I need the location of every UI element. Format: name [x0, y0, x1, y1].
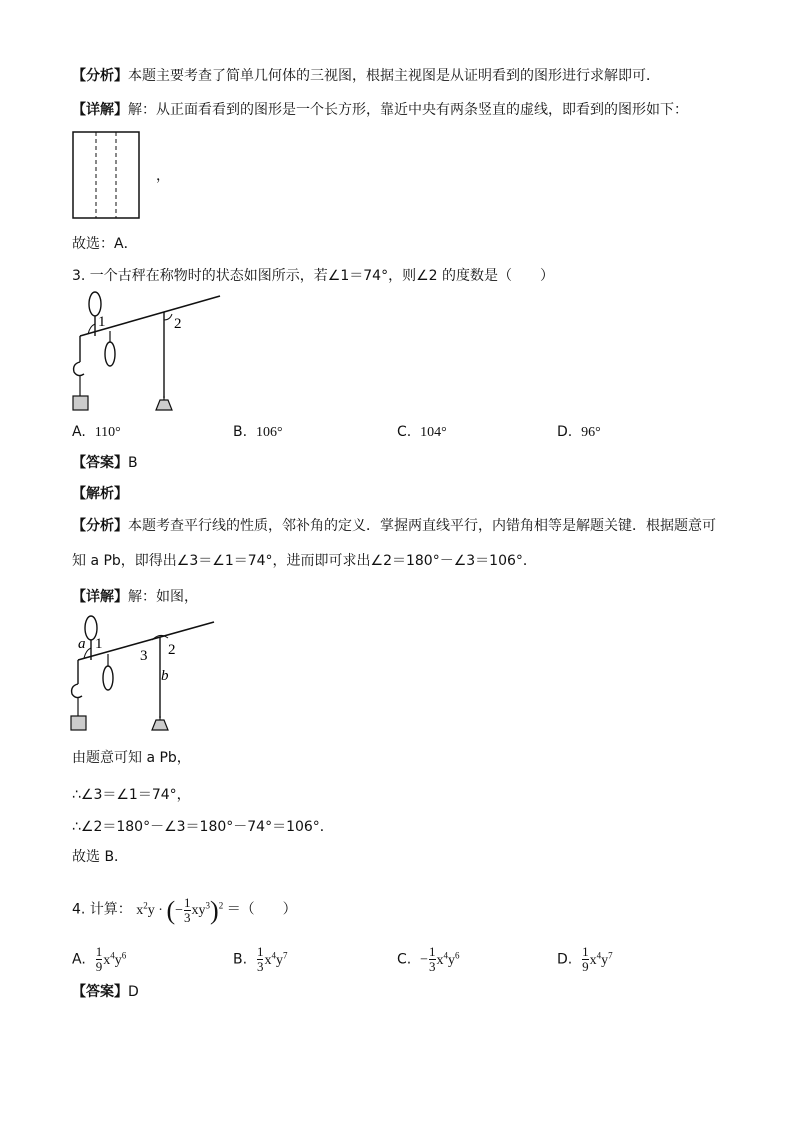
q3-steelyard-figure — [68, 290, 228, 414]
q3-explain-label: 【解析】 — [72, 486, 128, 502]
hook-icon — [74, 362, 84, 376]
middle-ring — [105, 342, 115, 366]
angle-1-label: 1 — [95, 636, 103, 652]
q3-choice: 故选 B． — [72, 849, 129, 865]
q2-analysis — [72, 66, 660, 86]
front-view-rectangle — [73, 132, 139, 218]
weight-box — [71, 716, 86, 730]
analysis-text: 本题主要考查了简单几何体的三视图，根据主视图是从证明看到的图形进行求解即可． — [128, 68, 660, 84]
q3-step3: ∴∠2＝180°－∠3＝180°－74°＝106°． — [72, 819, 334, 835]
q4-option-c: C. − $\frac{1}{3}$ $x^4y^6$ — [397, 944, 460, 975]
weight-pan — [152, 720, 168, 730]
q4-answer: 【答案】D — [72, 984, 139, 1000]
q4-option-d: D. $\frac{1}{9}$ $x^4y^7$ — [557, 944, 613, 975]
angle-2-label: 2 — [168, 642, 176, 658]
q4-expression: $x^2y$ · (− $\frac{1}{3}$ $xy^3)^2$ — [136, 894, 224, 925]
q3-option-b: B. 106° — [233, 424, 283, 440]
q3-detail: 【详解】解：如图， — [72, 589, 198, 605]
q3-step1: 由题意可知 a Pb， — [72, 750, 191, 766]
figure-comma: ， — [156, 168, 170, 184]
q2-detail — [72, 100, 688, 120]
q3-option-a: A. 110° — [72, 424, 121, 440]
q4-option-b: B. $\frac{1}{3}$ $x^4y^7$ — [233, 944, 288, 975]
q3-answer: 【答案】B — [72, 455, 138, 471]
q3-option-c: C. 104° — [397, 424, 447, 440]
q3-stem: 3. 一个古秤在称物时的状态如图所示，若∠1＝74°，则∠2 的度数是（ ） — [72, 268, 554, 284]
q3-option-d: D. 96° — [557, 424, 601, 440]
angle-2-label: 2 — [174, 316, 182, 332]
weight-pan — [156, 400, 172, 410]
q3-analysis-2: 知 a Pb，即得出∠3＝∠1＝74°，进而即可求出∠2＝180°－∠3＝106°． — [72, 553, 537, 569]
top-ring — [89, 292, 101, 316]
detail-label: 【详解】 — [72, 102, 128, 118]
line-b-label: b — [161, 668, 169, 684]
q3-labelled-steelyard-figure — [68, 612, 228, 736]
angle-1-label: 1 — [98, 314, 106, 330]
q4-option-a: A. $\frac{1}{9}$ $x^4y^6$ — [72, 944, 127, 975]
analysis-label: 【分析】 — [72, 68, 128, 84]
q2-front-view-figure — [72, 130, 192, 222]
hook-icon — [72, 684, 82, 698]
weight-box — [73, 396, 88, 410]
q2-choice: 故选：A． — [72, 236, 138, 252]
angle-3-label: 3 — [140, 648, 148, 664]
line-a-label: a — [78, 636, 86, 652]
q3-analysis-1: 【分析】本题考查平行线的性质，邻补角的定义．掌握两直线平行，内错角相等是解题关键．根据题意可 — [72, 518, 716, 534]
q3-step2: ∴∠3＝∠1＝74°， — [72, 787, 191, 803]
detail-text: 解：从正面看看到的图形是一个长方形，靠近中央有两条竖直的虚线，即看到的图形如下： — [128, 102, 688, 118]
middle-ring — [103, 666, 113, 690]
q4-stem: 4. 计算： $x^2y$ · (− $\frac{1}{3}$ $xy^3)^2$ ＝（ ） — [72, 894, 297, 925]
